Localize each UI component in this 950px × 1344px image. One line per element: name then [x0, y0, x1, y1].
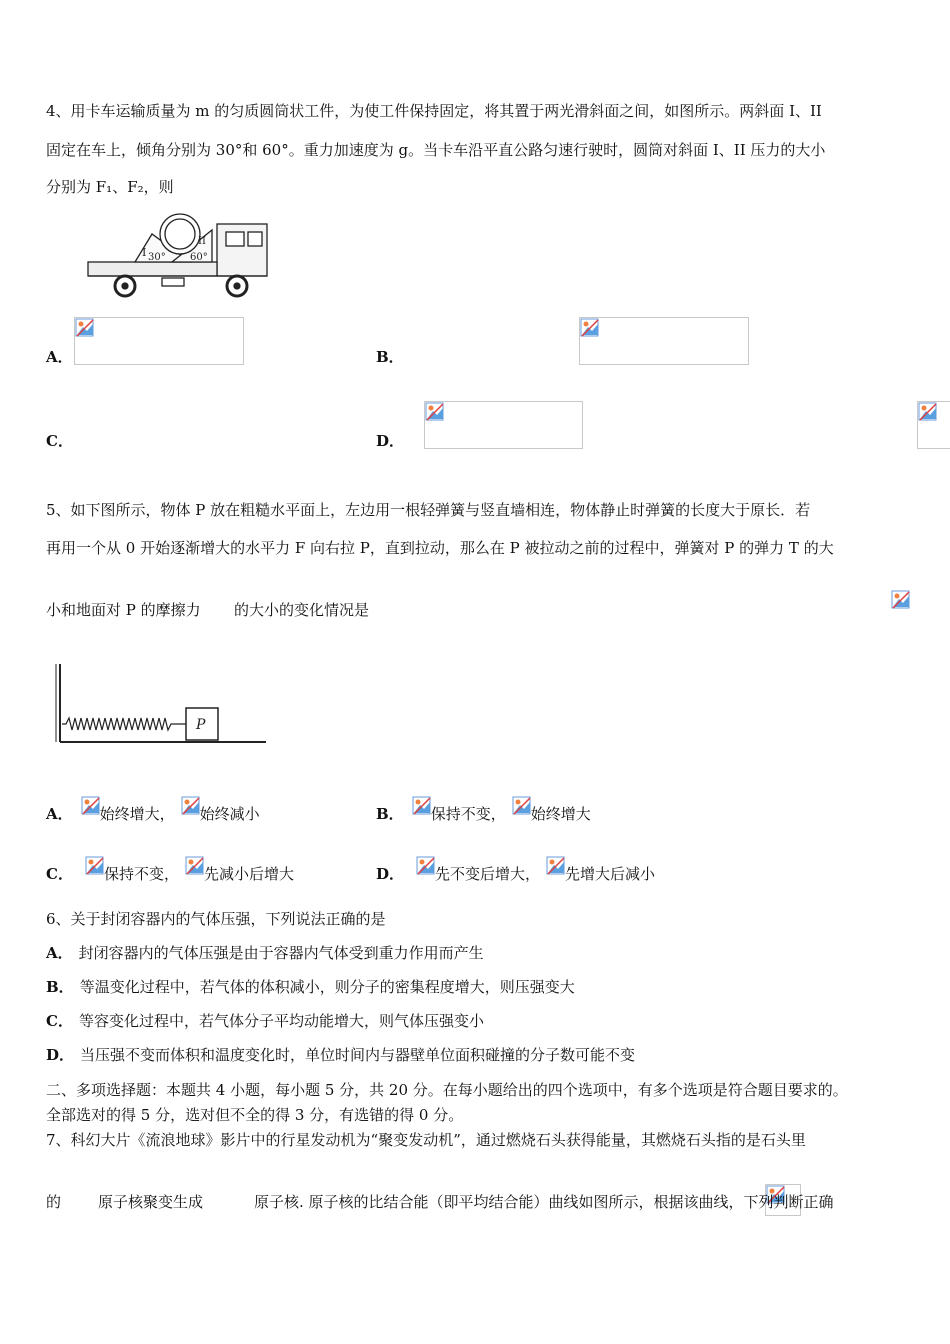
- q6-stem: 6、关于封闭容器内的气体压强，下列说法正确的是: [46, 910, 386, 928]
- q4-line3: 分别为 F₁、F₂，则: [46, 178, 174, 196]
- option-letter: A．: [46, 944, 73, 962]
- option-letter: B．: [376, 348, 404, 366]
- option-letter: A．: [46, 348, 73, 366]
- q4-option-c[interactable]: [46, 430, 79, 451]
- option-text: 保持不变，: [103, 865, 179, 883]
- q4-option-d[interactable]: [376, 430, 410, 451]
- block-p-label: P: [196, 717, 206, 733]
- q7-line2-a: 的: [46, 1193, 62, 1211]
- broken-image-icon: [412, 796, 432, 816]
- option-letter: C．: [46, 432, 73, 450]
- q5-line2: 再用一个从 0 开始逐渐增大的水平力 F 向右拉 P，直到拉动，那么在 P 被拉动之前的过程中，弹簧对 P 的弹力 T 的大: [46, 539, 834, 557]
- broken-image-icon: [85, 856, 105, 876]
- option-text: 保持不变，: [430, 805, 506, 823]
- q5-line3-after: 的大小的变化情况是: [234, 601, 370, 619]
- q7-line2-c: 原子核. 原子核的比结合能（即平均结合能）曲线如图所示，根据该曲线，下列判断正确: [254, 1193, 834, 1211]
- q7-line1: 7、科幻大片《流浪地球》影片中的行星发动机为“聚变发动机”，通过燃烧石头获得能量，其燃烧石头指的是石头里: [46, 1131, 806, 1149]
- q5-option-d[interactable]: [376, 856, 655, 884]
- broken-image: [416, 856, 434, 884]
- broken-image-icon: [512, 796, 532, 816]
- figure-label-i: I: [142, 246, 147, 259]
- option-text: 先增大后减小: [565, 865, 656, 883]
- option-letter: D．: [376, 865, 405, 883]
- q6-option-a[interactable]: [46, 943, 484, 963]
- q4-line1: 4、用卡车运输质量为 m 的匀质圆筒状工件，为使工件保持固定，将其置于两光滑斜面之间，如图所示。两斜面 I、II: [46, 102, 822, 120]
- option-letter: C．: [46, 865, 73, 883]
- option-d-broken-image: [917, 401, 950, 449]
- broken-image-icon: [918, 402, 938, 422]
- option-text: 封闭容器内的气体压强是由于容器内气体受到重力作用而产生: [78, 944, 484, 962]
- figure-angle-60: 60°: [190, 252, 208, 263]
- q5-line1: 5、如下图所示，物体 P 放在粗糙水平面上，左边用一根轻弹簧与竖直墙相连，物体静止时弹簧的长度大于原长．若: [46, 501, 811, 519]
- spring-figure: [54, 662, 268, 746]
- option-c-broken-image: [424, 401, 583, 449]
- broken-image: [185, 856, 203, 884]
- option-text: 先减小后增大: [203, 865, 294, 883]
- q5-line3: [46, 600, 201, 620]
- broken-image-icon: [580, 318, 600, 338]
- option-text: 等温变化过程中，若气体的体积减小，则分子的密集程度增大，则压强变大: [79, 978, 575, 996]
- q6-option-d[interactable]: [46, 1045, 635, 1065]
- broken-image-icon: [75, 318, 95, 338]
- broken-image: [85, 856, 103, 884]
- truck-figure: [80, 212, 275, 302]
- option-a-broken-image: [74, 317, 244, 365]
- q7-line2-b: 原子核聚变生成: [98, 1193, 204, 1211]
- option-letter: C．: [46, 1012, 73, 1030]
- broken-image: [81, 796, 99, 824]
- broken-image: [546, 856, 564, 884]
- option-letter: B．: [46, 978, 74, 996]
- option-letter: A．: [46, 805, 73, 823]
- q6-option-b[interactable]: [46, 977, 575, 997]
- broken-image-icon: [891, 590, 911, 610]
- section2-line1: 二、多项选择题：本题共 4 小题，每小题 5 分，共 20 分。在每小题给出的四个选项中，有多个选项是符合题目要求的。: [46, 1081, 848, 1099]
- option-text: 始终减小: [199, 805, 260, 823]
- option-text: 当压强不变而体积和温度变化时，单位时间内与器壁单位面积碰撞的分子数可能不变: [80, 1046, 636, 1064]
- q5-option-b[interactable]: [376, 796, 591, 824]
- q4-line2: 固定在车上，倾角分别为 30°和 60°。重力加速度为 g。当卡车沿平直公路匀速行驶时，圆筒对斜面 I、II 压力的大小: [46, 141, 826, 159]
- figure-angle-30: 30°: [148, 252, 166, 263]
- option-b-broken-image: [579, 317, 749, 365]
- option-letter: D．: [376, 432, 405, 450]
- figure-label-ii: II: [198, 236, 206, 247]
- q5-option-c[interactable]: [46, 856, 294, 884]
- q5-option-a[interactable]: [46, 796, 260, 824]
- option-text: 始终增大: [530, 805, 591, 823]
- option-text: 等容变化过程中，若气体分子平均动能增大，则气体压强变小: [78, 1012, 484, 1030]
- broken-image-icon: [181, 796, 201, 816]
- broken-image-icon: [425, 402, 445, 422]
- q4-option-b[interactable]: [376, 346, 410, 367]
- option-letter: D．: [46, 1046, 75, 1064]
- broken-image: [412, 796, 430, 824]
- broken-image-icon: [416, 856, 436, 876]
- broken-image-icon: [546, 856, 566, 876]
- broken-image: [512, 796, 530, 824]
- option-letter: B．: [376, 805, 404, 823]
- q6-option-c[interactable]: [46, 1011, 484, 1031]
- section2-line2: 全部选对的得 5 分，选对但不全的得 3 分，有选错的得 0 分。: [46, 1106, 464, 1124]
- broken-image-icon: [81, 796, 101, 816]
- option-text: 始终增大，: [99, 805, 175, 823]
- option-text: 先不变后增大，: [435, 865, 541, 883]
- broken-image: [181, 796, 199, 824]
- q5-line3-before: 小和地面对 P 的摩擦力: [46, 601, 201, 619]
- broken-image-icon: [185, 856, 205, 876]
- friction-symbol-broken-image: [891, 590, 911, 626]
